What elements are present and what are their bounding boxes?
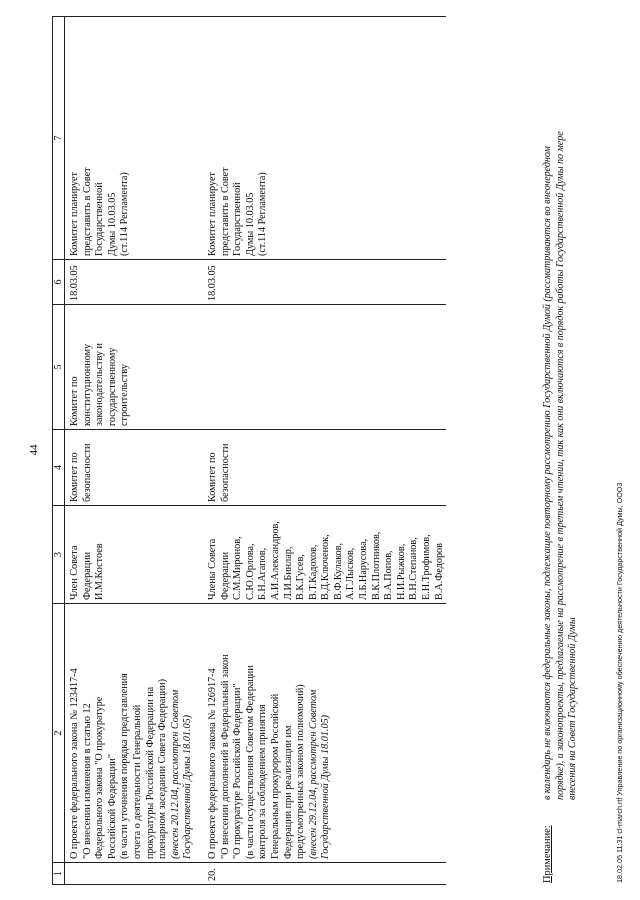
- committee-plan: Комитет планирует представить в Совет Государственной Думы 10.03.05 (ст.114 Регламента): [65, 17, 195, 260]
- co-executor-committee: [195, 305, 446, 430]
- bill-submission-note: (внесен 20.12.04, рассмотрен Советом Государственной Думы 18.01.05): [169, 689, 194, 859]
- bill-submission-note: (внесен 29.12.04, рассмотрен Советом Государственной Думы 18.01.05): [307, 689, 332, 859]
- co-executor-committee: Комитет по конституционному законодательству и государственному строительству: [65, 305, 195, 430]
- committee-plan: Комитет планирует представить в Совет Государственной Думы 10.03.05 (ст.114 Регламента): [195, 17, 446, 260]
- column-header: 3: [53, 506, 65, 604]
- column-header: 1: [53, 863, 65, 885]
- responsible-committee: Комитет по безопасности: [65, 430, 195, 506]
- footnote-label: Примечание:: [542, 825, 553, 883]
- column-header: 6: [53, 260, 65, 305]
- bill-description: [65, 604, 195, 863]
- agenda-table: [52, 16, 446, 885]
- row-number: 20.: [195, 863, 446, 885]
- bill-title: О проекте федерального закона № 123417-4 "О внесении изменения в статью 12 Федерального закона "О прокуратуре Российской Федерации" (в части уточнения порядка представления отчета о деятельности Генеральной прокуратуры Российской Федерации на пленарном заседании Совета Федерации): [69, 668, 169, 859]
- footnote-text: в календарь не включаются федеральные законы, подлежащие повторному рассмотрению Государственной Думой (рассматриваются во внеочередном порядке), и законопроекты, предлагаемые на рассмотрение в третьем чтении, так как они включаются в порядок работы Государственной Думы по мере внесения на Совет Государственной Думы: [542, 131, 579, 800]
- column-header: 2: [53, 604, 65, 863]
- row-number: [65, 863, 195, 885]
- column-header: 4: [53, 430, 65, 506]
- consideration-date: 18.03.05: [65, 260, 195, 305]
- column-header: 5: [53, 305, 65, 430]
- page-number: 44: [28, 444, 40, 456]
- bill-authors: Член Совета Федерации И.М.Костоев: [65, 506, 195, 604]
- print-footer: 18.02.05 11:31 cl-march.rtf Управление по организационному обеспечению деятельности Государственной Думы, ООО3: [615, 482, 624, 883]
- column-header: 7: [53, 17, 65, 260]
- bill-title: О проекте федерального закона № 126917-4 "О внесении дополнений в Федеральный закон "О прокуратуре Российской Федерации" (в части осуществления Советом Федерации контроля за соблюдением принятия Генеральным прокурором Российской Федерации при реализации им предусмотренных законом полномочий): [206, 654, 307, 859]
- bill-description: [195, 604, 446, 863]
- table-header-row: [53, 17, 65, 885]
- table-row: [65, 17, 195, 885]
- table-row: [195, 17, 446, 885]
- responsible-committee: Комитет по безопасности: [195, 430, 446, 506]
- consideration-date: 18.03.05: [195, 260, 446, 305]
- bill-authors: Члены Совета Федерации С.М.Миронов, С.Ю.Орлова, Б.Н.Агапов, А.И.Александров, Л.И.Бинлар, В.К.Гусев, В.Т.Кадохов, В.Д.Ключенок, В.Ф.Кулаков, А.Г.Лысков, Л.Б.Нарусова, В.К.Плотников, В.А.Попов, Н.И.Рыжков, В.Н.Степанов, Е.Н.Трофимов, В.А.Федоров: [195, 506, 446, 604]
